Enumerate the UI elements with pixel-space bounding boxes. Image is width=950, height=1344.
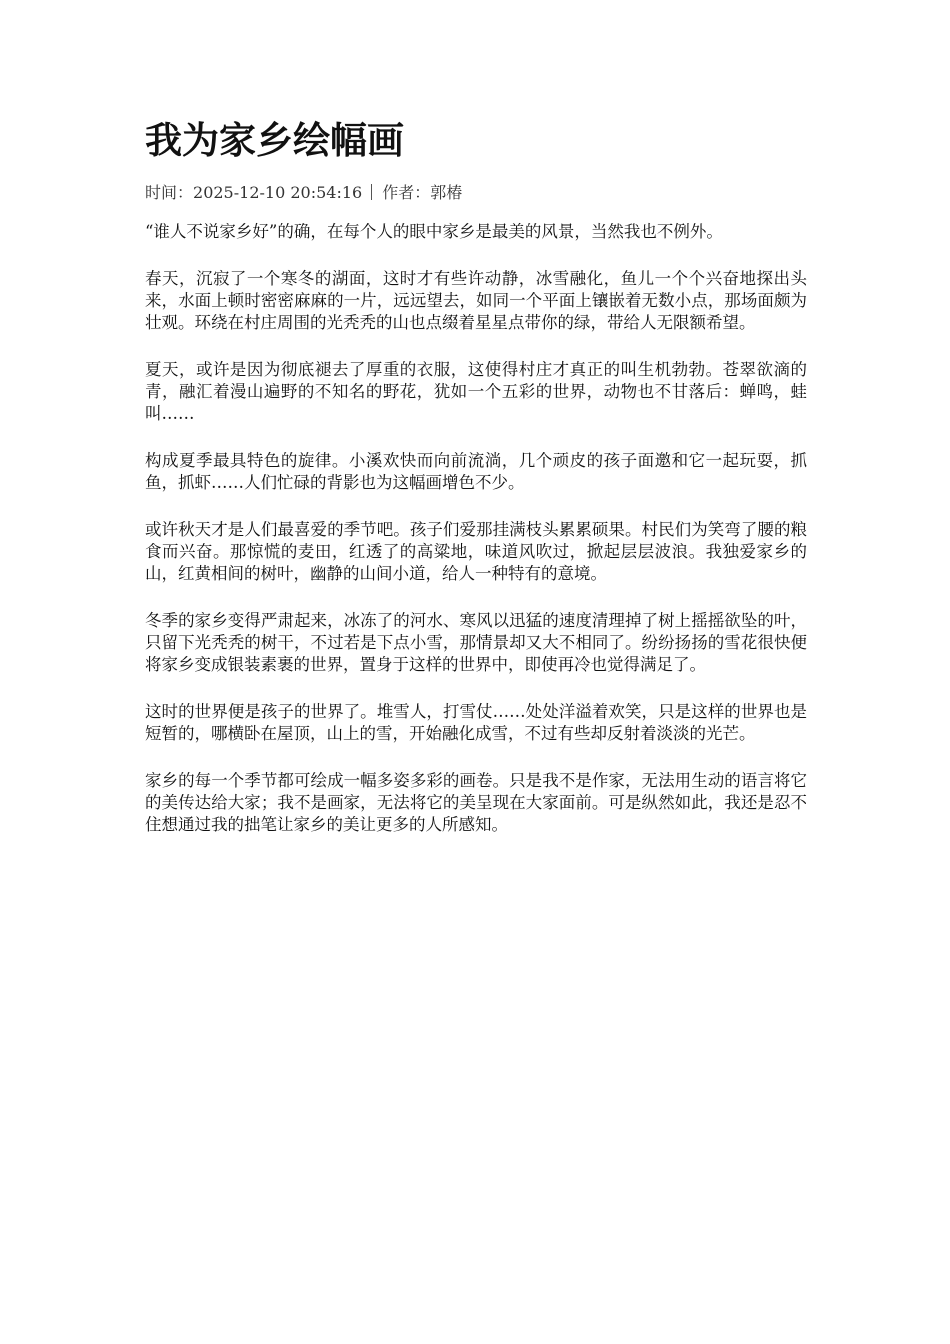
paragraph: 这时的世界便是孩子的世界了。堆雪人，打雪仗……处处洋溢着欢笑，只是这样的世界也是短暂的，哪横卧在屋顶，山上的雪，开始融化成雪，不过有些却反射着淡淡的光芒。 [145,702,807,743]
time-label: 时间： [145,183,194,202]
paragraph: 家乡的每一个季节都可绘成一幅多姿多彩的画卷。只是我不是作家，无法用生动的语言将它的美传达给大家；我不是画家，无法将它的美呈现在大家面前。可是纵然如此，我还是忍不住想通过我的拙笔让家乡的美让更多的人所感知。 [145,771,807,834]
author-label: 作者： [382,183,431,202]
author-value: 郭椿 [430,183,463,202]
meta-divider [371,184,372,200]
time-value: 2025-12-10 20:54:16 [193,183,363,202]
article-meta [145,182,807,204]
article [145,112,807,861]
paragraph: 构成夏季最具特色的旋律。小溪欢快而向前流淌，几个顽皮的孩子面邀和它一起玩耍，抓鱼，抓虾……人们忙碌的背影也为这幅画增色不少。 [145,451,807,492]
article-title: 我为家乡绘幅画 [145,118,404,162]
paragraph: 冬季的家乡变得严肃起来，冰冻了的河水、寒风以迅猛的速度清理掉了树上摇摇欲坠的叶，只留下光秃秃的树干，不过若是下点小雪，那情景却又大不相同了。纷纷扬扬的雪花很快便将家乡变成银装素裹的世界，置身于这样的世界中，即使再冷也觉得满足了。 [145,611,807,674]
paragraph: “谁人不说家乡好”的确，在每个人的眼中家乡是最美的风景，当然我也不例外。 [145,222,723,241]
paragraph: 或许秋天才是人们最喜爱的季节吧。孩子们爱那挂满枝头累累硕果。村民们为笑弯了腰的粮食而兴奋。那惊慌的麦田，红透了的高粱地，味道风吹过，掀起层层波浪。我独爱家乡的山，红黄相间的树叶，幽静的山间小道，给人一种特有的意境。 [145,520,807,583]
paragraph: 春天，沉寂了一个寒冬的湖面，这时才有些许动静，冰雪融化，鱼儿一个个兴奋地探出头来，水面上顿时密密麻麻的一片，远远望去，如同一个平面上镶嵌着无数小点，那场面颇为壮观。环绕在村庄周围的光秃秃的山也点缀着星星点带你的绿，带给人无限额希望。 [145,269,807,332]
article-body [145,221,807,836]
paragraph: 夏天，或许是因为彻底褪去了厚重的衣服，这使得村庄才真正的叫生机勃勃。苍翠欲滴的青，融汇着漫山遍野的不知名的野花，犹如一个五彩的世界，动物也不甘落后：蝉鸣，蛙叫…… [145,360,807,423]
